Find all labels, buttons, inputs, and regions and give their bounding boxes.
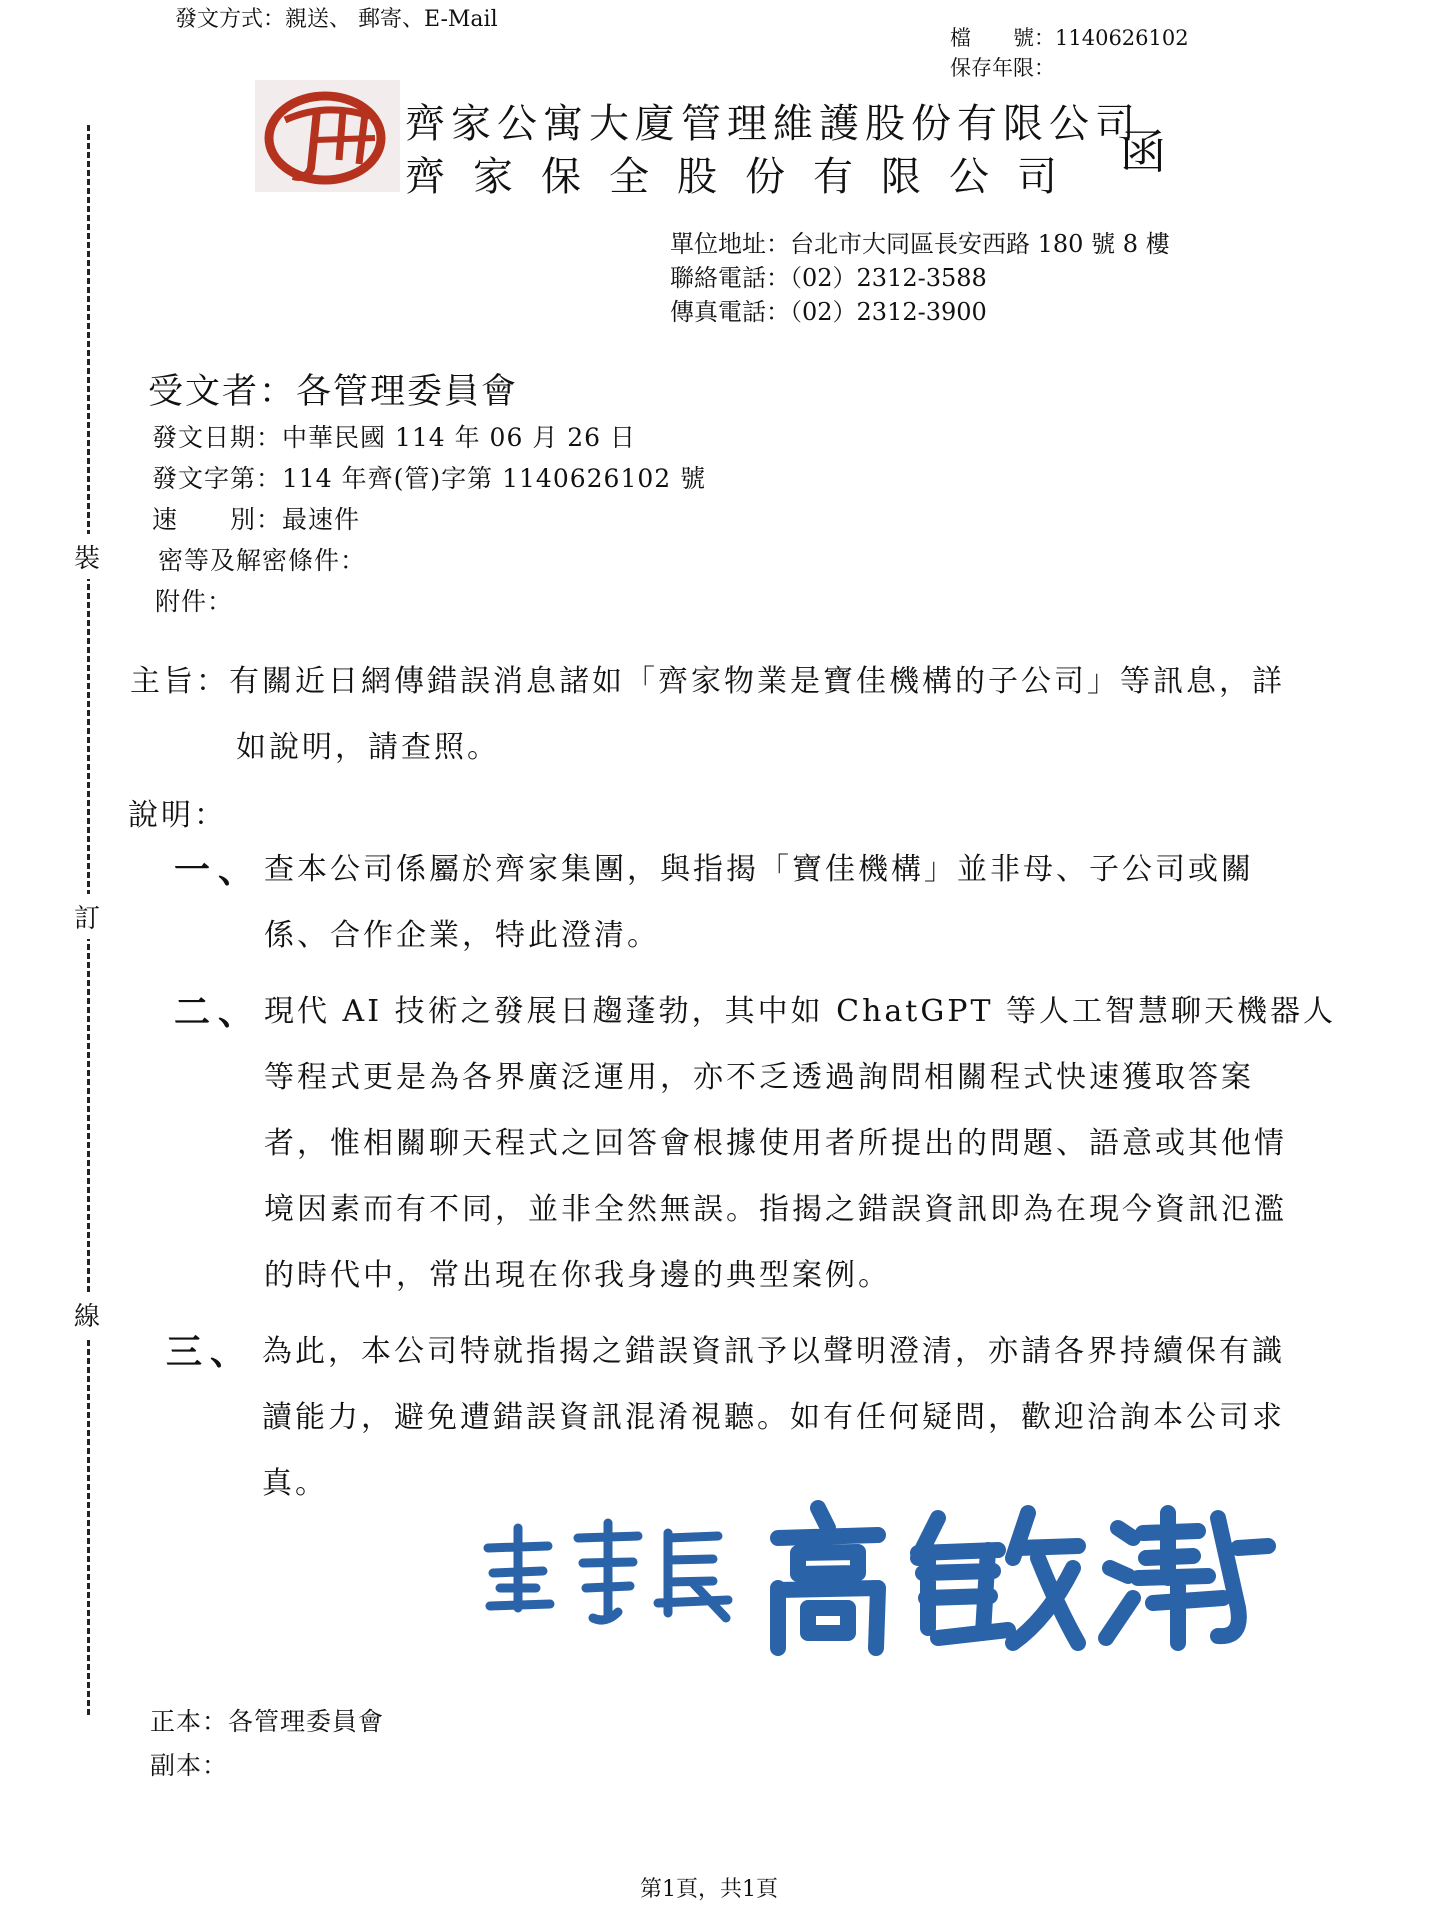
distribution-copy: 副本： (150, 1751, 229, 1780)
item-text: 境因素而有不同，並非全然無誤。指揭之錯誤資訊即為在現今資訊氾濫 (264, 1192, 1287, 1227)
company-logo (255, 80, 400, 192)
item-text: 等程式更是為各界廣泛運用，亦不乏透過詢問相關程式快速獲取答案 (264, 1060, 1254, 1095)
item-number: 三、 (166, 1331, 255, 1373)
binding-mark: 訂 (74, 894, 100, 939)
item-number: 二、 (174, 991, 263, 1033)
item-text: 讀能力，避免遭錯誤資訊混淆視聽。如有任何疑問，歡迎洽詢本公司求 (262, 1400, 1285, 1435)
company-name-1: 齊家公寓大廈管理維護股份有限公司 (405, 101, 1141, 147)
item-text: 現代 AI 技術之發展日趨蓬勃，其中如 ChatGPT 等人工智慧聊天機器人 (264, 994, 1337, 1029)
item-text: 查本公司係屬於齊家集團，與指揭「寶佳機構」並非母、子公司或關 (264, 852, 1254, 887)
item-text: 真。 (262, 1466, 328, 1501)
phone: 聯絡電話：（02）2312-3588 (670, 264, 987, 292)
send-method: 發文方式：親送、 郵寄、E-Mail (175, 7, 498, 32)
recipient: 受文者：各管理委員會 (148, 372, 519, 412)
urgency: 速 別：最速件 (152, 505, 361, 534)
secrecy-level: 密等及解密條件： (158, 546, 367, 575)
retention-period: 保存年限： (950, 56, 1055, 80)
address: 單位地址：台北市大同區長安西路 180 號 8 樓 (670, 230, 1170, 258)
company-name-2: 齊家保全股份有限公司 (405, 154, 1085, 200)
document-type: 函 (1120, 125, 1166, 179)
item-text: 者，惟相關聊天程式之回答會根據使用者所提出的問題、語意或其他情 (264, 1126, 1287, 1161)
explanation-heading: 說明： (128, 798, 227, 833)
subject-line: 主旨：有關近日網傳錯誤消息諸如「齊家物業是寶佳機構的子公司」等訊息，詳 (130, 664, 1285, 699)
fax: 傳真電話：（02）2312-3900 (670, 298, 987, 326)
item-number: 一、 (174, 849, 263, 891)
item-text: 為此，本公司特就指揭之錯誤資訊予以聲明澄清，亦請各界持續保有識 (262, 1334, 1285, 1369)
subject-line-cont: 如說明，請查照。 (236, 730, 500, 765)
attachment: 附件： (155, 587, 234, 616)
binding-mark: 裝 (74, 534, 100, 579)
page-number: 第1頁，共1頁 (640, 1877, 778, 1902)
item-text: 的時代中，常出現在你我身邊的典型案例。 (264, 1258, 891, 1293)
binding-mark: 線 (74, 1292, 100, 1337)
signature-seal (478, 1478, 1278, 1658)
issue-date: 發文日期：中華民國 114 年 06 月 26 日 (152, 423, 637, 452)
file-number: 檔 號：1140626102 (950, 26, 1189, 50)
item-text: 係、合作企業，特此澄清。 (264, 918, 660, 953)
distribution-main: 正本：各管理委員會 (150, 1707, 385, 1736)
document-number: 發文字第：114 年齊(管)字第 1140626102 號 (152, 464, 707, 493)
signature-stamp-icon (478, 1478, 1278, 1658)
jh-logo-icon (255, 80, 400, 192)
